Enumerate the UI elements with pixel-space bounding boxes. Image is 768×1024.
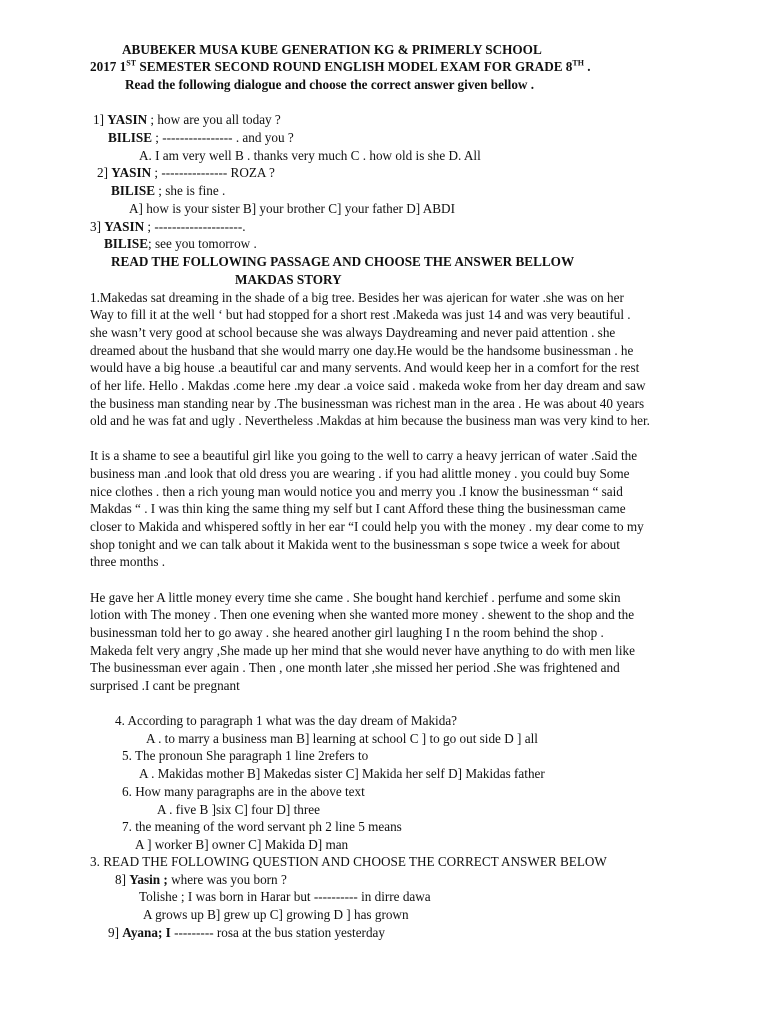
q2-text: ; --------------- ROZA ? xyxy=(151,165,275,180)
question-5: 5. The pronoun She paragraph 1 line 2refers to xyxy=(122,748,369,763)
question-1 xyxy=(93,111,281,128)
q3-speaker: YASIN xyxy=(104,219,145,234)
question-8-reply: Tolishe ; I was born in Harar but ---------- in dirre dawa xyxy=(139,889,431,904)
question-9 xyxy=(108,924,385,941)
school-name: ABUBEKER MUSA KUBE GENERATION KG & PRIMERLY SCHOOL xyxy=(122,42,542,57)
paragraph-line: He gave her A little money every time she came . She bought hand kerchief . perfume and some skin xyxy=(90,590,621,605)
q1-number: 1] xyxy=(93,112,104,127)
question-1-reply xyxy=(108,129,294,146)
passage-heading: READ THE FOLLOWING PASSAGE AND CHOOSE THE ANSWER BELLOW xyxy=(111,254,575,269)
question-7: 7. the meaning of the word servant ph 2 line 5 means xyxy=(122,819,402,834)
paragraph-line: It is a shame to see a beautiful girl like you going to the well to carry a heavy jerrican of water .Said the xyxy=(90,448,638,463)
paragraph-line: lotion with The money . Then one evening when she wanted more money . shewent to the shop and the xyxy=(90,607,635,622)
paragraph-line: 1.Makedas sat dreaming in the shade of a big tree. Besides her was ajerican for water .she was on her xyxy=(90,290,624,305)
paragraph-line: closer to Makida and whispered softly in her ear “I could help you with the money . my dear come to my xyxy=(90,519,644,534)
paragraph-line: would have a big house .a beautiful car and many servents. And would keep her in a comfort for the rest xyxy=(90,360,640,375)
paragraph-line: of her life. Hello . Makdas .come here .my dear .a voice said . makeda woke from her day dream and saw xyxy=(90,378,646,393)
question-5-options: A . Makidas mother B] Makedas sister C] Makida her self D] Makidas father xyxy=(139,766,545,781)
exam-title xyxy=(90,58,591,75)
paragraph-line: shop tonight and we can talk about it Makida went to the businessman s sope twice a week for about xyxy=(90,537,620,552)
q8-text: where was you born ? xyxy=(167,872,287,887)
q9-speaker: Ayana; I xyxy=(122,925,171,940)
question-1-options: A. I am very well B . thanks very much C . how old is she D. All xyxy=(139,148,481,163)
question-7-options: A ] worker B] owner C] Makida D] man xyxy=(135,837,349,852)
exam-title-sup-th: TH xyxy=(572,58,584,68)
question-8-options: A grows up B] grew up C] growing D ] has grown xyxy=(143,907,409,922)
q1-reply-speaker: BILISE xyxy=(108,130,152,145)
paragraph-line: Makdas “ . I was thin king the same thing my self but I cant Afford these thing the businessman came xyxy=(90,501,626,516)
q3-number: 3] xyxy=(90,219,101,234)
paragraph-line: Makeda felt very angry ,She made up her mind that she would never have anything to do with men like xyxy=(90,643,635,658)
paragraph-line: the business man standing near by .The businessman was richest man in the area . He was about 40 years xyxy=(90,396,645,411)
section-3-heading: 3. READ THE FOLLOWING QUESTION AND CHOOSE THE CORRECT ANSWER BELOW xyxy=(90,854,607,869)
q3-reply-speaker: BILISE xyxy=(104,236,148,251)
q2-reply-text: ; she is fine . xyxy=(155,183,226,198)
q1-speaker: YASIN xyxy=(107,112,148,127)
exam-title-sup-st: ST xyxy=(126,58,137,68)
q8-speaker: Yasin ; xyxy=(129,872,168,887)
q3-reply-text: ; see you tomorrow . xyxy=(148,236,257,251)
paragraph-line: nice clothes . then a rich young man would notice you and merry you .I know the businessman “ said xyxy=(90,484,623,499)
q1-reply-text: ; ---------------- . and you ? xyxy=(152,130,294,145)
q2-number: 2] xyxy=(97,165,108,180)
paragraph-line: dreamed about the husband that she would marry one day.He would be the handsome businessman . he xyxy=(90,343,634,358)
q9-text: --------- rosa at the bus station yesterday xyxy=(170,925,385,940)
exam-title-mid: SEMESTER SECOND ROUND ENGLISH MODEL EXAM FOR GRADE 8 xyxy=(136,59,573,74)
q2-reply-speaker: BILISE xyxy=(111,183,155,198)
question-6-options: A . five B ]six C] four D] three xyxy=(157,802,320,817)
question-8 xyxy=(115,871,287,888)
q8-number: 8] xyxy=(115,872,126,887)
question-4: 4. According to paragraph 1 what was the day dream of Makida? xyxy=(115,713,458,728)
exam-title-pre: 2017 1 xyxy=(90,59,127,74)
paragraph-line: old and he was fat and ugly . Nevertheless .Makdas at him because the business man was very kind to her. xyxy=(90,413,650,428)
q2-speaker: YASIN xyxy=(111,165,152,180)
q9-number: 9] xyxy=(108,925,119,940)
question-2-options: A] how is your sister B] your brother C] your father D] ABDI xyxy=(129,201,455,216)
paragraph-line: businessman told her to go away . she heared another girl laughing I n the room behind the shop . xyxy=(90,625,604,640)
dialogue-instruction: Read the following dialogue and choose the correct answer given bellow . xyxy=(125,77,535,92)
passage-title: MAKDAS STORY xyxy=(235,272,342,287)
exam-title-post: . xyxy=(583,59,591,74)
question-2-reply xyxy=(111,182,225,199)
question-4-options: A . to marry a business man B] learning at school C ] to go out side D ] all xyxy=(146,731,538,746)
question-6: 6. How many paragraphs are in the above text xyxy=(122,784,365,799)
q3-text: ; --------------------. xyxy=(144,219,246,234)
question-3-reply xyxy=(104,235,257,252)
paragraph-line: she wasn’t very good at school because she was always Daydreaming and never paid attention . she xyxy=(90,325,616,340)
paragraph-line: Way to fill it at the well ‘ but had stopped for a short rest .Makeda was just 14 and was very beautiful . xyxy=(90,307,631,322)
paragraph-line: three months . xyxy=(90,554,166,569)
paragraph-line: The businessman ever again . Then , one month later ,she missed her period .She was frightened and xyxy=(90,660,620,675)
paragraph-line: business man .and look that old dress you are wearing . if you had alittle money . you could buy Some xyxy=(90,466,630,481)
q1-text: ; how are you all today ? xyxy=(147,112,281,127)
paragraph-line: surprised .I cant be pregnant xyxy=(90,678,240,693)
question-2 xyxy=(97,164,275,181)
question-3 xyxy=(90,218,246,235)
